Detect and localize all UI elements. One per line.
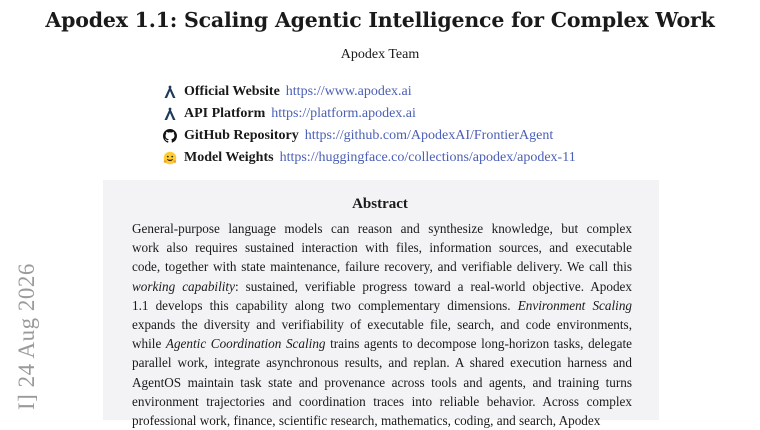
abstract-line: expands the diversity and verifiability of executable file, search, and code environments,: [132, 317, 632, 333]
apodex-logo-icon: [163, 107, 177, 121]
paper-title: Apodex 1.1: Scaling Agentic Intelligence for Complex Work: [45, 8, 715, 32]
abstract-line: parallel work, integrate asynchronous results, and replan. A shared execution harness and: [132, 355, 632, 371]
link-api-platform: [163, 104, 576, 124]
abstract-line: environment trajectories and coordination traces into reliable behavior. Across complex: [132, 393, 632, 409]
official-website-link[interactable]: https://www.apodex.ai: [285, 84, 412, 99]
github-repository-link[interactable]: https://github.com/ApodexAI/FrontierAgent: [304, 128, 554, 143]
model-weights-link[interactable]: https://huggingface.co/collections/apodex/apodex-11: [279, 150, 576, 165]
abstract-line: working capability: sustained, verifiable progress toward a real-world objective. Apodex: [132, 278, 632, 294]
link-label: API Platform: [184, 106, 266, 121]
link-label: Model Weights: [184, 150, 274, 165]
term-working-capability: working capability: [132, 278, 235, 294]
arxiv-margin-stamp: I] 24 Aug 2026: [14, 263, 39, 410]
abstract-heading: Abstract: [352, 196, 408, 212]
abstract-line: code, together with state maintenance, failure recovery, and verifiable delivery. We call this: [132, 259, 632, 275]
apodex-logo-icon: [163, 85, 177, 99]
abstract-line: while Agentic Coordination Scaling trains agents to decompose long-horizon tasks, delegate: [132, 336, 633, 352]
github-icon: [163, 129, 177, 143]
abstract-body: [132, 219, 632, 430]
abstract-line: AgentOS maintain task state and provenance across tools and agents, and training turns: [132, 374, 632, 390]
term-environment-scaling: Environment Scaling: [517, 297, 633, 313]
term-agentic-coordination-scaling: Agentic Coordination Scaling: [165, 336, 326, 352]
link-github-repository: [163, 126, 576, 146]
huggingface-icon: [163, 151, 177, 165]
resource-links: [163, 82, 576, 170]
link-label: Official Website: [184, 84, 280, 99]
abstract-line: 1.1 develops this capability along two complementary dimensions. Environment Scaling: [132, 297, 633, 313]
link-official-website: [163, 82, 576, 102]
link-model-weights: [163, 148, 576, 168]
abstract-line: work also requires sustained interaction with files, information sources, and executable: [132, 240, 632, 256]
api-platform-link[interactable]: https://platform.apodex.ai: [271, 106, 416, 121]
paper-authors: Apodex Team: [340, 47, 420, 62]
abstract-line: professional work, finance, scientific research, mathematics, coding, and search, Apodex: [132, 413, 601, 429]
link-label: GitHub Repository: [184, 128, 299, 143]
abstract-line: General-purpose language models can reason and synthesize knowledge, but complex: [132, 221, 632, 236]
